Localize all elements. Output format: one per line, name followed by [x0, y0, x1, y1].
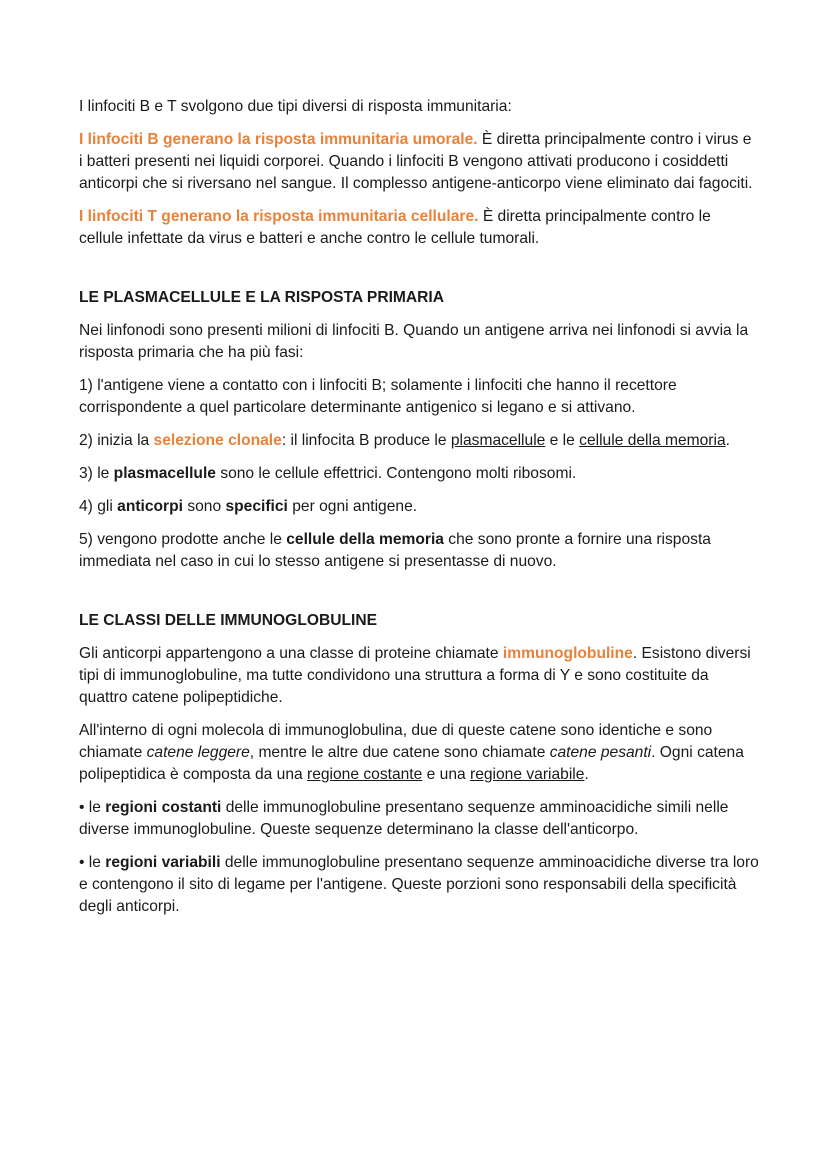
- step-5: [79, 529, 759, 573]
- bullet-text: • le: [79, 799, 106, 816]
- step-3-text: 3) le: [79, 465, 114, 482]
- b-cell-text: È diretta principalmente contro i virus e i batteri presenti nei liquidi corporei. Quando i linfociti B vengono attivati producono i cosiddetti anticorpi che si riversano nel sangue. Il complesso antigene-anticorpo viene eliminato dai fagociti.: [79, 131, 753, 192]
- lymph-node-paragraph: Nei linfonodi sono presenti milioni di linfociti B. Quando un antigene arriva nei linfonodi si avvia la risposta primaria che ha più fasi:: [79, 322, 749, 361]
- step-2-text: 2) inizia la: [79, 432, 154, 449]
- section-heading-plasmacellule: LE PLASMACELLULE E LA RISPOSTA PRIMARIA: [79, 289, 445, 306]
- step-4-text: sono: [183, 498, 226, 515]
- anticorpi-bold: anticorpi: [117, 498, 183, 515]
- step-2: [79, 430, 759, 452]
- catene-text: . Ogni catena polipeptidica è composta da una: [79, 744, 744, 783]
- selezione-clonale-highlight: selezione clonale: [153, 432, 282, 449]
- catene-text: All'interno di ogni molecola di immunoglobulina, due di queste catene sono identiche e sono chiamate: [79, 722, 713, 761]
- step-5-text: 5) vengono prodotte anche le: [79, 531, 287, 548]
- bullet-regioni-costanti: [79, 797, 759, 841]
- step-4-text: per ogni antigene.: [287, 498, 418, 515]
- plasmacellule-bold: plasmacellule: [113, 465, 216, 482]
- b-cell-paragraph: [79, 129, 759, 195]
- step-3-text: sono le cellule effettrici. Contengono molti ribosomi.: [215, 465, 577, 482]
- step-1: 1) l'antigene viene a contatto con i linfociti B; solamente i linfociti che hanno il recettore corrispondente a quel particolare determinante antigenico si legano e si attivano.: [79, 377, 677, 416]
- immunoglobuline-highlight: immunoglobuline: [502, 645, 633, 662]
- t-cell-text: È diretta principalmente contro le cellule infettate da virus e batteri e anche contro le cellule tumorali.: [79, 208, 711, 247]
- b-cell-highlight: I linfociti B generano la risposta immunitaria umorale.: [79, 131, 478, 148]
- plasmacellule-underlined: plasmacellule: [450, 432, 546, 449]
- step-3: [79, 463, 759, 485]
- step-4: [79, 496, 759, 518]
- bullet-text: delle immunoglobuline presentano sequenze amminoacidiche diverse tra loro e contengono il sito di legame per l'antigene. Queste porzioni sono responsabili della specificità degli anticorpi.: [79, 854, 759, 915]
- catene-pesanti-italic: catene pesanti: [549, 744, 652, 761]
- regioni-variabili-bold: regioni variabili: [105, 854, 221, 871]
- bullet-text: delle immunoglobuline presentano sequenze amminoacidiche simili nelle diverse immunoglobuline. Queste sequenze determinano la classe dell'anticorpo.: [79, 799, 729, 838]
- bullet-text: • le: [79, 854, 106, 871]
- bullet-regioni-variabili: [79, 852, 759, 918]
- specifici-bold: specifici: [225, 498, 288, 515]
- immunoglobuline-paragraph: [79, 643, 759, 709]
- document-page: [79, 96, 759, 918]
- catene-text: , mentre le altre due catene sono chiamate: [249, 744, 550, 761]
- regione-variabile-underlined: regione variabile: [470, 766, 585, 783]
- ig-text: Gli anticorpi appartengono a una classe di proteine chiamate: [79, 645, 503, 662]
- regioni-costanti-bold: regioni costanti: [105, 799, 222, 816]
- cellule-memoria-bold: cellule della memoria: [286, 531, 444, 548]
- catene-text: .: [584, 766, 589, 783]
- step-4-text: 4) gli: [79, 498, 118, 515]
- t-cell-paragraph: [79, 206, 759, 250]
- cellule-memoria-underlined: cellule della memoria: [579, 432, 726, 449]
- step-5-text: che sono pronte a fornire una risposta immediata nel caso in cui lo stesso antigene si presentasse di nuovo.: [79, 531, 711, 570]
- catene-paragraph: [79, 720, 759, 786]
- regione-costante-underlined: regione costante: [307, 766, 423, 783]
- intro-line: I linfociti B e T svolgono due tipi diversi di risposta immunitaria:: [79, 98, 512, 115]
- step-2-text: e le: [545, 432, 580, 449]
- step-2-text: : il linfocita B produce le: [281, 432, 451, 449]
- catene-text: e una: [422, 766, 470, 783]
- section-heading-immunoglobuline: LE CLASSI DELLE IMMUNOGLOBULINE: [79, 612, 378, 629]
- step-2-text: .: [725, 432, 730, 449]
- t-cell-highlight: I linfociti T generano la risposta immunitaria cellulare.: [79, 208, 479, 225]
- catene-leggere-italic: catene leggere: [146, 744, 250, 761]
- ig-text: . Esistono diversi tipi di immunoglobuline, ma tutte condividono una struttura a forma di Y e sono costituite da quattro catene polipeptidiche.: [79, 645, 751, 706]
